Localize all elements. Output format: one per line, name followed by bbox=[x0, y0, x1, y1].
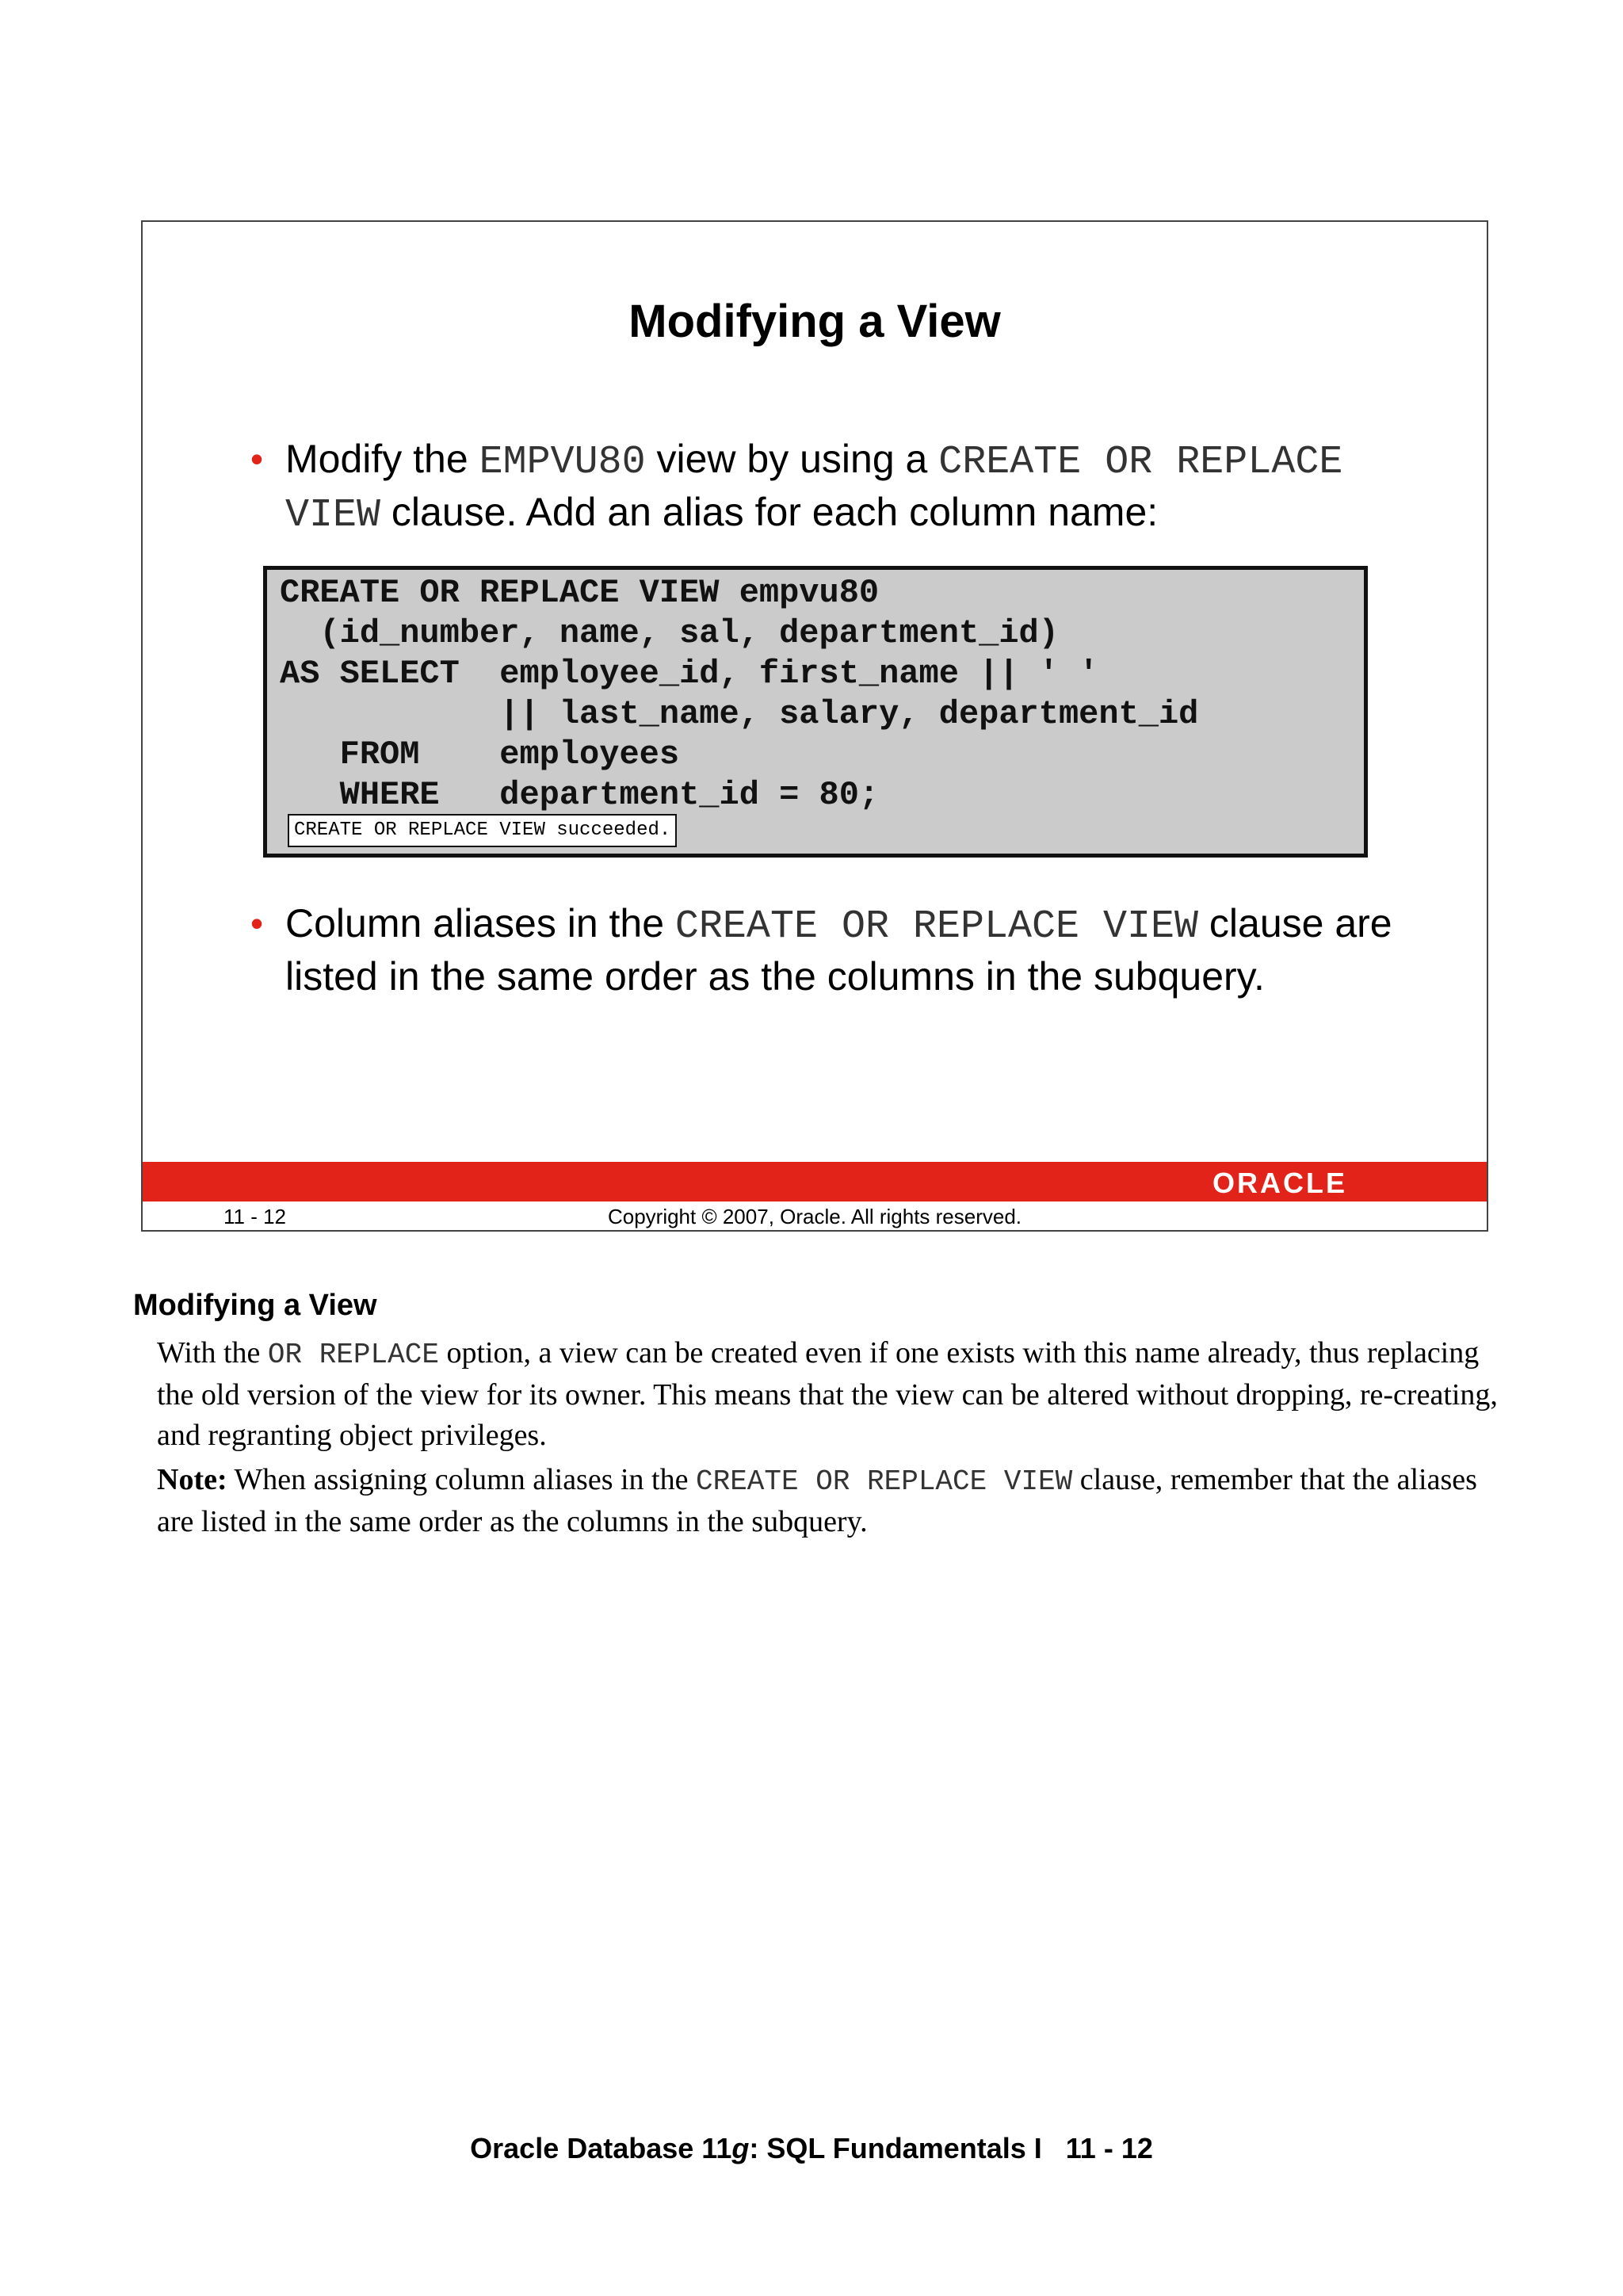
inline-code: CREATE OR REPLACE VIEW bbox=[674, 904, 1199, 949]
bullet-text-part: Modify the bbox=[285, 437, 479, 481]
bullet-dot-icon: • bbox=[250, 903, 264, 944]
footer-text-part: Oracle Database 11 bbox=[470, 2132, 732, 2164]
slide-frame bbox=[141, 220, 1488, 1232]
sql-code: CREATE OR REPLACE VIEW empvu80 (id_number, name, sal, department_id) AS SELECT employee_id, first_name || ' ' || last_name, salary, department_id FROM employees WHERE department_id = 80; bbox=[280, 574, 1199, 814]
bullet-text-part: Column aliases in the bbox=[285, 901, 675, 946]
inline-code: CREATE OR REPLACE VIEW bbox=[285, 440, 1343, 538]
bullet-item bbox=[250, 434, 1439, 541]
inline-code: CREATE OR REPLACE VIEW bbox=[695, 1465, 1073, 1498]
bullet-text-part: clause are listed in the same order as the columns in the subquery. bbox=[285, 901, 1392, 999]
inline-code: OR REPLACE bbox=[267, 1339, 439, 1371]
bullet-text bbox=[285, 434, 1439, 541]
copyright-text: Copyright © 2007, Oracle. All rights reserved. bbox=[607, 1205, 1022, 1228]
inline-code: EMPVU80 bbox=[479, 440, 646, 485]
bullet-text bbox=[285, 899, 1439, 1001]
slide-footer bbox=[143, 1201, 1487, 1232]
bullet-text-part: clause. Add an alias for each column name: bbox=[380, 490, 1159, 534]
notes-heading: Modifying a View bbox=[133, 1289, 377, 1322]
notes-text-part: option, a view can be created even if one exists with this name already, thus replacing the old version of the view for its owner. This means that the view can be altered without dropping, re-creating, and regranting object privileges. bbox=[157, 1336, 1498, 1452]
slide-footer-band bbox=[143, 1162, 1487, 1201]
result-message: CREATE OR REPLACE VIEW succeeded. bbox=[288, 814, 677, 847]
bullet-text-part: view by using a bbox=[645, 437, 939, 481]
slide-number: 11 - 12 bbox=[223, 1205, 287, 1228]
notes-paragraph bbox=[157, 1460, 1504, 1542]
code-block bbox=[263, 566, 1368, 858]
footer-italic-g: g bbox=[731, 2132, 750, 2164]
notes-text-part: clause, remember that the aliases are listed in the same order as the columns in the subquery. bbox=[157, 1463, 1477, 1538]
page-footer bbox=[0, 2132, 1623, 2165]
footer-text-part: : SQL Fundamentals I 11 - 12 bbox=[749, 2132, 1153, 2164]
notes-text-part: When assigning column aliases in the bbox=[227, 1463, 696, 1496]
note-label: Note: bbox=[157, 1463, 227, 1496]
bullet-dot-icon: • bbox=[250, 438, 264, 479]
oracle-logo: ORACLE bbox=[1212, 1167, 1347, 1199]
bullet-item bbox=[250, 899, 1439, 1001]
notes-text-part: With the bbox=[157, 1336, 268, 1370]
notes-paragraph bbox=[157, 1333, 1504, 1456]
slide-title: Modifying a View bbox=[628, 296, 1001, 347]
